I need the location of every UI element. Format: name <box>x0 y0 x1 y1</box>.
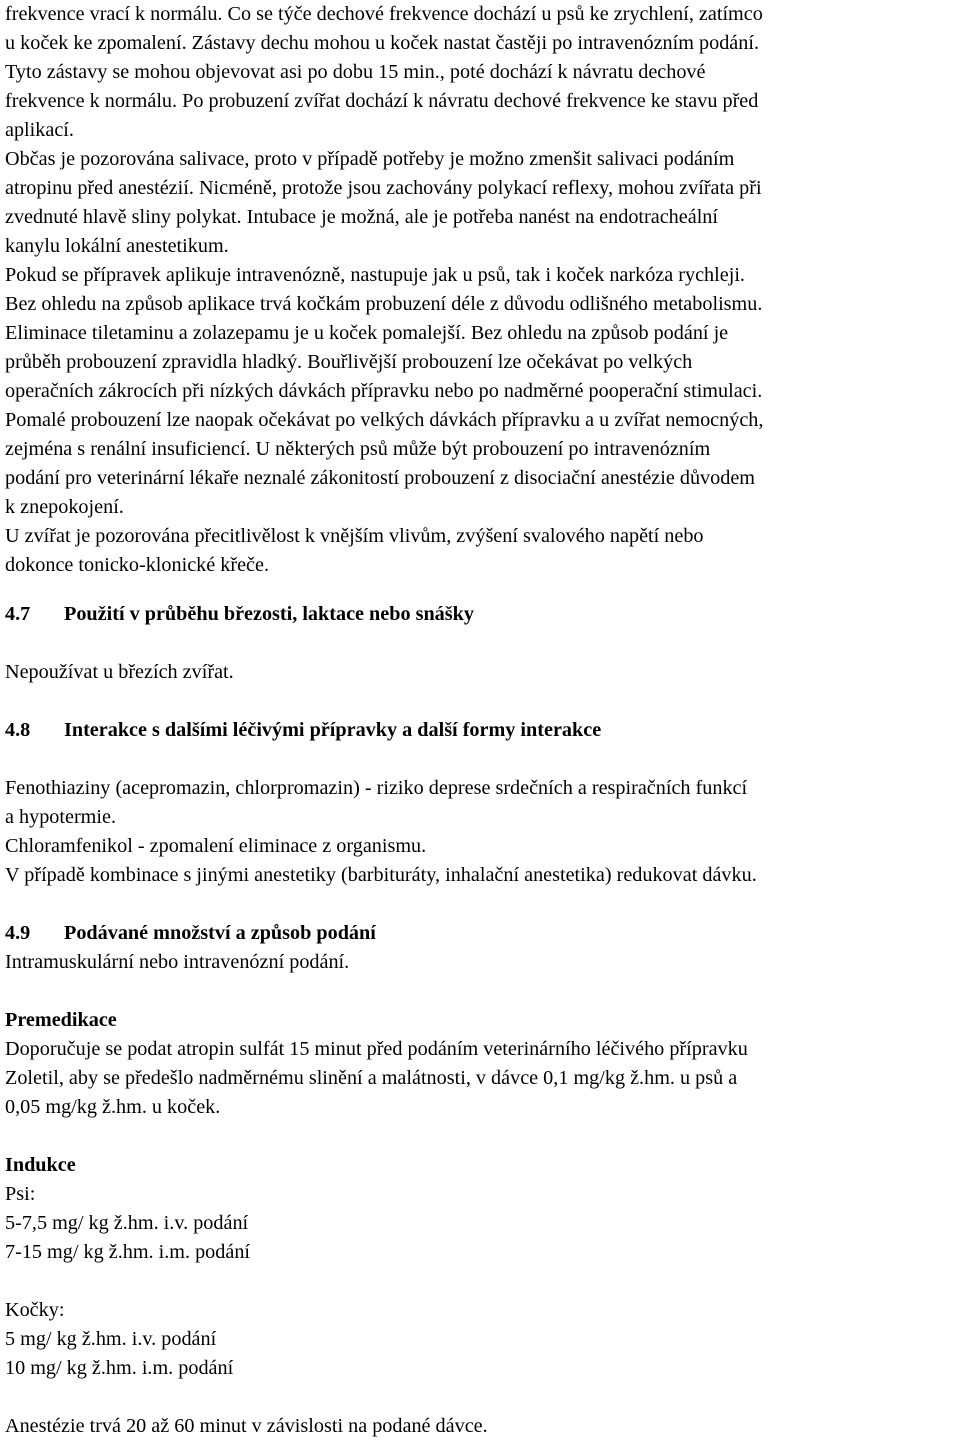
section-title: Použití v průběhu březosti, laktace nebo snášky <box>64 603 474 625</box>
text-line: a hypotermie. <box>5 806 116 828</box>
section-number: 4.7 <box>5 603 31 625</box>
text-line: U zvířat je pozorována přecitlivělost k vnějším vlivům, zvýšení svalového napětí nebo <box>5 525 704 547</box>
text-line: podání pro veterinární lékaře neznalé zákonitostí probouzení z disociační anestézie důvodem <box>5 467 756 489</box>
text-line: 0,05 mg/kg ž.hm. u koček. <box>5 1096 221 1118</box>
text-line: aplikací. <box>5 119 74 141</box>
dose-line: 5-7,5 mg/ kg ž.hm. i.v. podání <box>5 1212 249 1234</box>
section-number: 4.9 <box>5 922 31 944</box>
document-page <box>5 0 955 1441</box>
dose-line: 7-15 mg/ kg ž.hm. i.m. podání <box>5 1241 251 1263</box>
cats-label: Kočky: <box>5 1299 65 1321</box>
section-heading-4-7 <box>5 600 955 629</box>
text-line: V případě kombinace s jinými anestetiky (barbituráty, inhalační anestetika) redukovat dávku. <box>5 864 757 886</box>
text-line: Bez ohledu na způsob aplikace trvá kočkám probuzení déle z důvodu odlišného metabolismu. <box>5 293 763 315</box>
text-line: Chloramfenikol - zpomalení eliminace z organismu. <box>5 835 427 857</box>
induction-heading: Indukce <box>5 1154 76 1176</box>
section-heading-4-8 <box>5 716 955 745</box>
text-line: k znepokojení. <box>5 496 124 518</box>
dogs-label: Psi: <box>5 1183 36 1205</box>
text-line: Fenothiaziny (acepromazin, chlorpromazin) - riziko deprese srdečních a respiračních funkcí <box>5 777 748 799</box>
text-line: frekvence k normálu. Po probuzení zvířat dochází k návratu dechové frekvence ke stavu před <box>5 90 759 112</box>
dose-line: 5 mg/ kg ž.hm. i.v. podání <box>5 1328 217 1350</box>
text-line: u koček ke zpomalení. Zástavy dechu mohou u koček nastat častěji po intravenózním podání. <box>5 32 759 54</box>
text-line: průběh probouzení zpravidla hladký. Bouřlivější probouzení lze očekávat po velkých <box>5 351 693 373</box>
section-text: Nepoužívat u březích zvířat. <box>5 661 234 683</box>
section-text: Intramuskulární nebo intravenózní podání. <box>5 951 350 973</box>
text-line: kanylu lokální anestetikum. <box>5 235 229 257</box>
intro-paragraphs <box>5 0 955 580</box>
text-line: atropinu před anestézií. Nicméně, protože jsou zachovány polykací reflexy, mohou zvířata při <box>5 177 762 199</box>
premedication-heading: Premedikace <box>5 1009 117 1031</box>
text-line: Občas je pozorována salivace, proto v případě potřeby je možno zmenšit salivaci podáním <box>5 148 735 170</box>
dose-line: 10 mg/ kg ž.hm. i.m. podání <box>5 1357 234 1379</box>
text-line: zejména s renální insuficiencí. U některých psů může být probouzení po intravenózním <box>5 438 711 460</box>
section-number: 4.8 <box>5 719 31 741</box>
text-line: Doporučuje se podat atropin sulfát 15 minut před podáním veterinárního léčivého přípravku <box>5 1038 748 1060</box>
section-heading-4-9 <box>5 919 955 948</box>
text-line: Pokud se přípravek aplikuje intravenózně, nastupuje jak u psů, tak i koček narkóza rychleji. <box>5 264 745 286</box>
text-line: Eliminace tiletaminu a zolazepamu je u koček pomalejší. Bez ohledu na způsob podání je <box>5 322 729 344</box>
text-line: Zoletil, aby se předešlo nadměrnému slinění a malátnosti, v dávce 0,1 mg/kg ž.hm. u psů a <box>5 1067 738 1089</box>
text-line: operačních zákrocích při nízkých dávkách přípravku nebo po nadměrné pooperační stimulaci. <box>5 380 763 402</box>
text-line: zvednuté hlavě sliny polykat. Intubace je možná, ale je potřeba nanést na endotracheální <box>5 206 718 228</box>
text-line: Pomalé probouzení lze naopak očekávat po velkých dávkách přípravku a u zvířat nemocných, <box>5 409 764 431</box>
section-title: Podávané množství a způsob podání <box>64 922 376 944</box>
text-line: frekvence vrací k normálu. Co se týče dechové frekvence dochází u psů ke zrychlení, zatímco <box>5 3 763 25</box>
section-title: Interakce s dalšími léčivými přípravky a další formy interakce <box>64 719 602 741</box>
text-line: Tyto zástavy se mohou objevovat asi po dobu 15 min., poté dochází k návratu dechové <box>5 61 706 83</box>
anesthesia-duration: Anestézie trvá 20 až 60 minut v závislosti na podané dávce. <box>5 1415 488 1437</box>
text-line: dokonce tonicko-klonické křeče. <box>5 554 270 576</box>
